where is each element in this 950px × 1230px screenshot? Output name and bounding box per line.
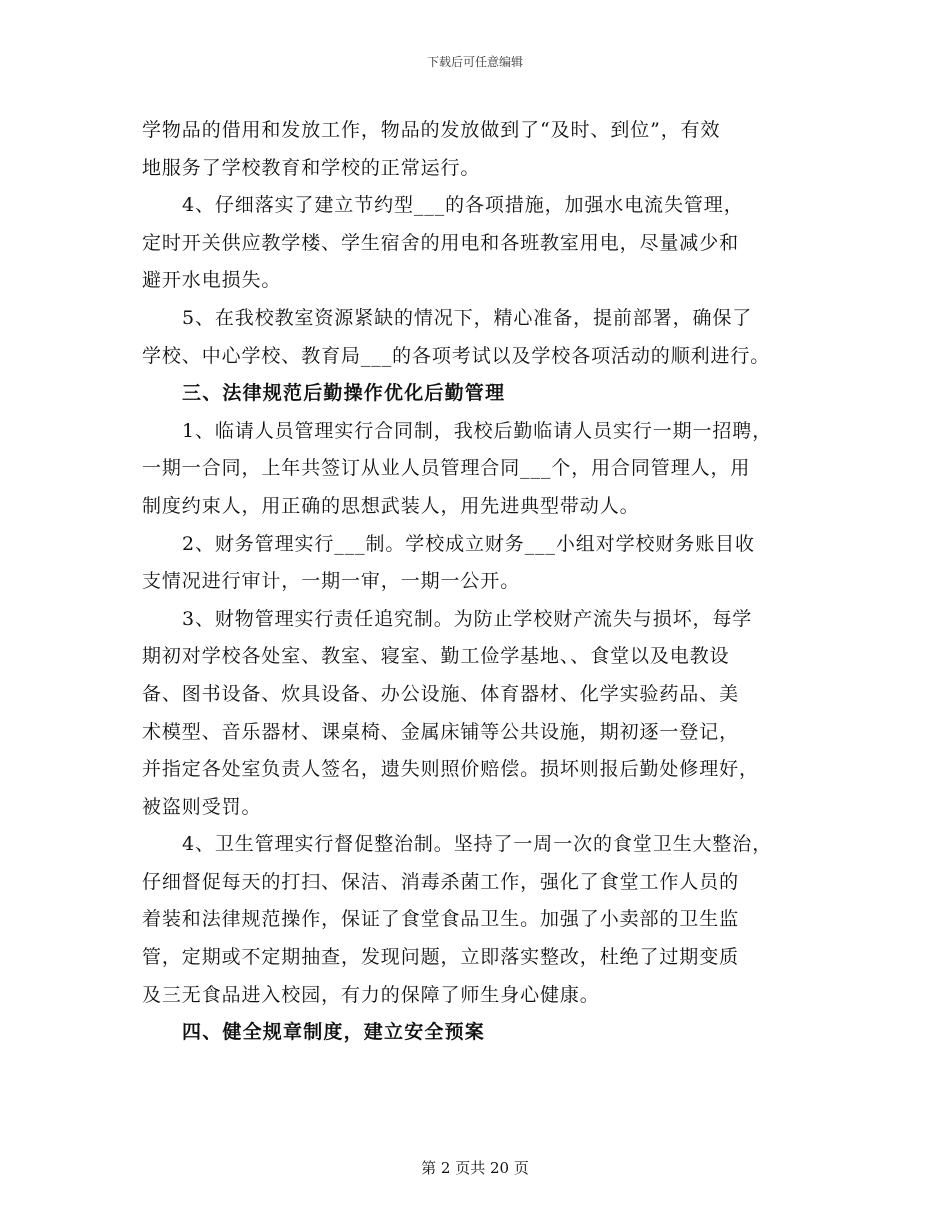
paragraph-line: 4、卫生管理实行督促整治制。坚持了一周一次的食堂卫生大整治，	[182, 833, 773, 856]
paragraph-line: 管，定期或不定期抽查，发现问题，立即落实整改，杜绝了过期变质	[142, 946, 740, 969]
paragraph-line: 期初对学校各处室、教室、寝室、勤工俭学基地、、食堂以及电教设	[142, 645, 730, 668]
paragraph-line: 一期一合同，上年共签订从业人员管理合同___个，用合同管理人，用	[142, 457, 751, 480]
paragraph-line: 被盗则受罚。	[142, 795, 262, 818]
paragraph-line: 1、临请人员管理实行合同制，我校后勤临请人员实行一期一招聘，	[182, 419, 773, 442]
paragraph-line: 支情况进行审计，一期一审，一期一公开。	[142, 570, 521, 593]
paragraph-line: 2、财务管理实行___制。学校成立财务___小组对学校财务账目收	[182, 532, 755, 555]
paragraph-line: 备、图书设备、炊具设备、办公设施、体育器材、化学实验药品、美	[142, 682, 740, 705]
paragraph-line: 地服务了学校教育和学校的正常运行。	[142, 156, 481, 179]
paragraph-line: 5、在我校教室资源紧缺的情况下，精心准备，提前部署，确保了	[182, 306, 753, 329]
paragraph-line: 术模型、音乐器材、课桌椅、金属床铺等公共设施，期初逐一登记，	[142, 720, 740, 743]
paragraph-line: 学物品的借用和发放工作，物品的发放做到了“及时、到位”，有效	[142, 119, 721, 141]
paragraph-line: 避开水电损失。	[142, 269, 282, 292]
paragraph-line: 3、财物管理实行责任追究制。为防止学校财产流失与损坏，每学	[182, 607, 753, 630]
section-heading: 四、健全规章制度，建立安全预案	[182, 1021, 486, 1044]
paragraph-line: 4、仔细落实了建立节约型___的各项措施，加强水电流失管理，	[182, 194, 744, 217]
section-heading: 三、法律规范后勤操作优化后勤管理	[182, 382, 506, 405]
page-header-note: 下载后可任意编辑	[426, 55, 523, 69]
paragraph-line: 及三无食品进入校园，有力的保障了师生身心健康。	[142, 983, 600, 1006]
paragraph-line: 学校、中心学校、教育局___的各项考试以及学校各项活动的顺利进行。	[142, 344, 771, 367]
paragraph-line: 着装和法律规范操作，保证了食堂食品卫生。加强了小卖部的卫生监	[142, 908, 740, 931]
paragraph-line: 制度约束人，用正确的思想武装人，用先进典型带动人。	[142, 494, 640, 517]
page-number: 第 2 页共 20 页	[421, 1159, 529, 1177]
paragraph-line: 并指定各处室负责人签名，遗失则照价赔偿。损坏则报后勤处修理好，	[142, 758, 759, 781]
paragraph-line: 定时开关供应教学楼、学生宿舍的用电和各班教室用电，尽量减少和	[142, 231, 740, 254]
paragraph-line: 仔细督促每天的打扫、保洁、消毒杀菌工作，强化了食堂工作人员的	[142, 870, 740, 893]
document-body	[142, 112, 822, 1052]
